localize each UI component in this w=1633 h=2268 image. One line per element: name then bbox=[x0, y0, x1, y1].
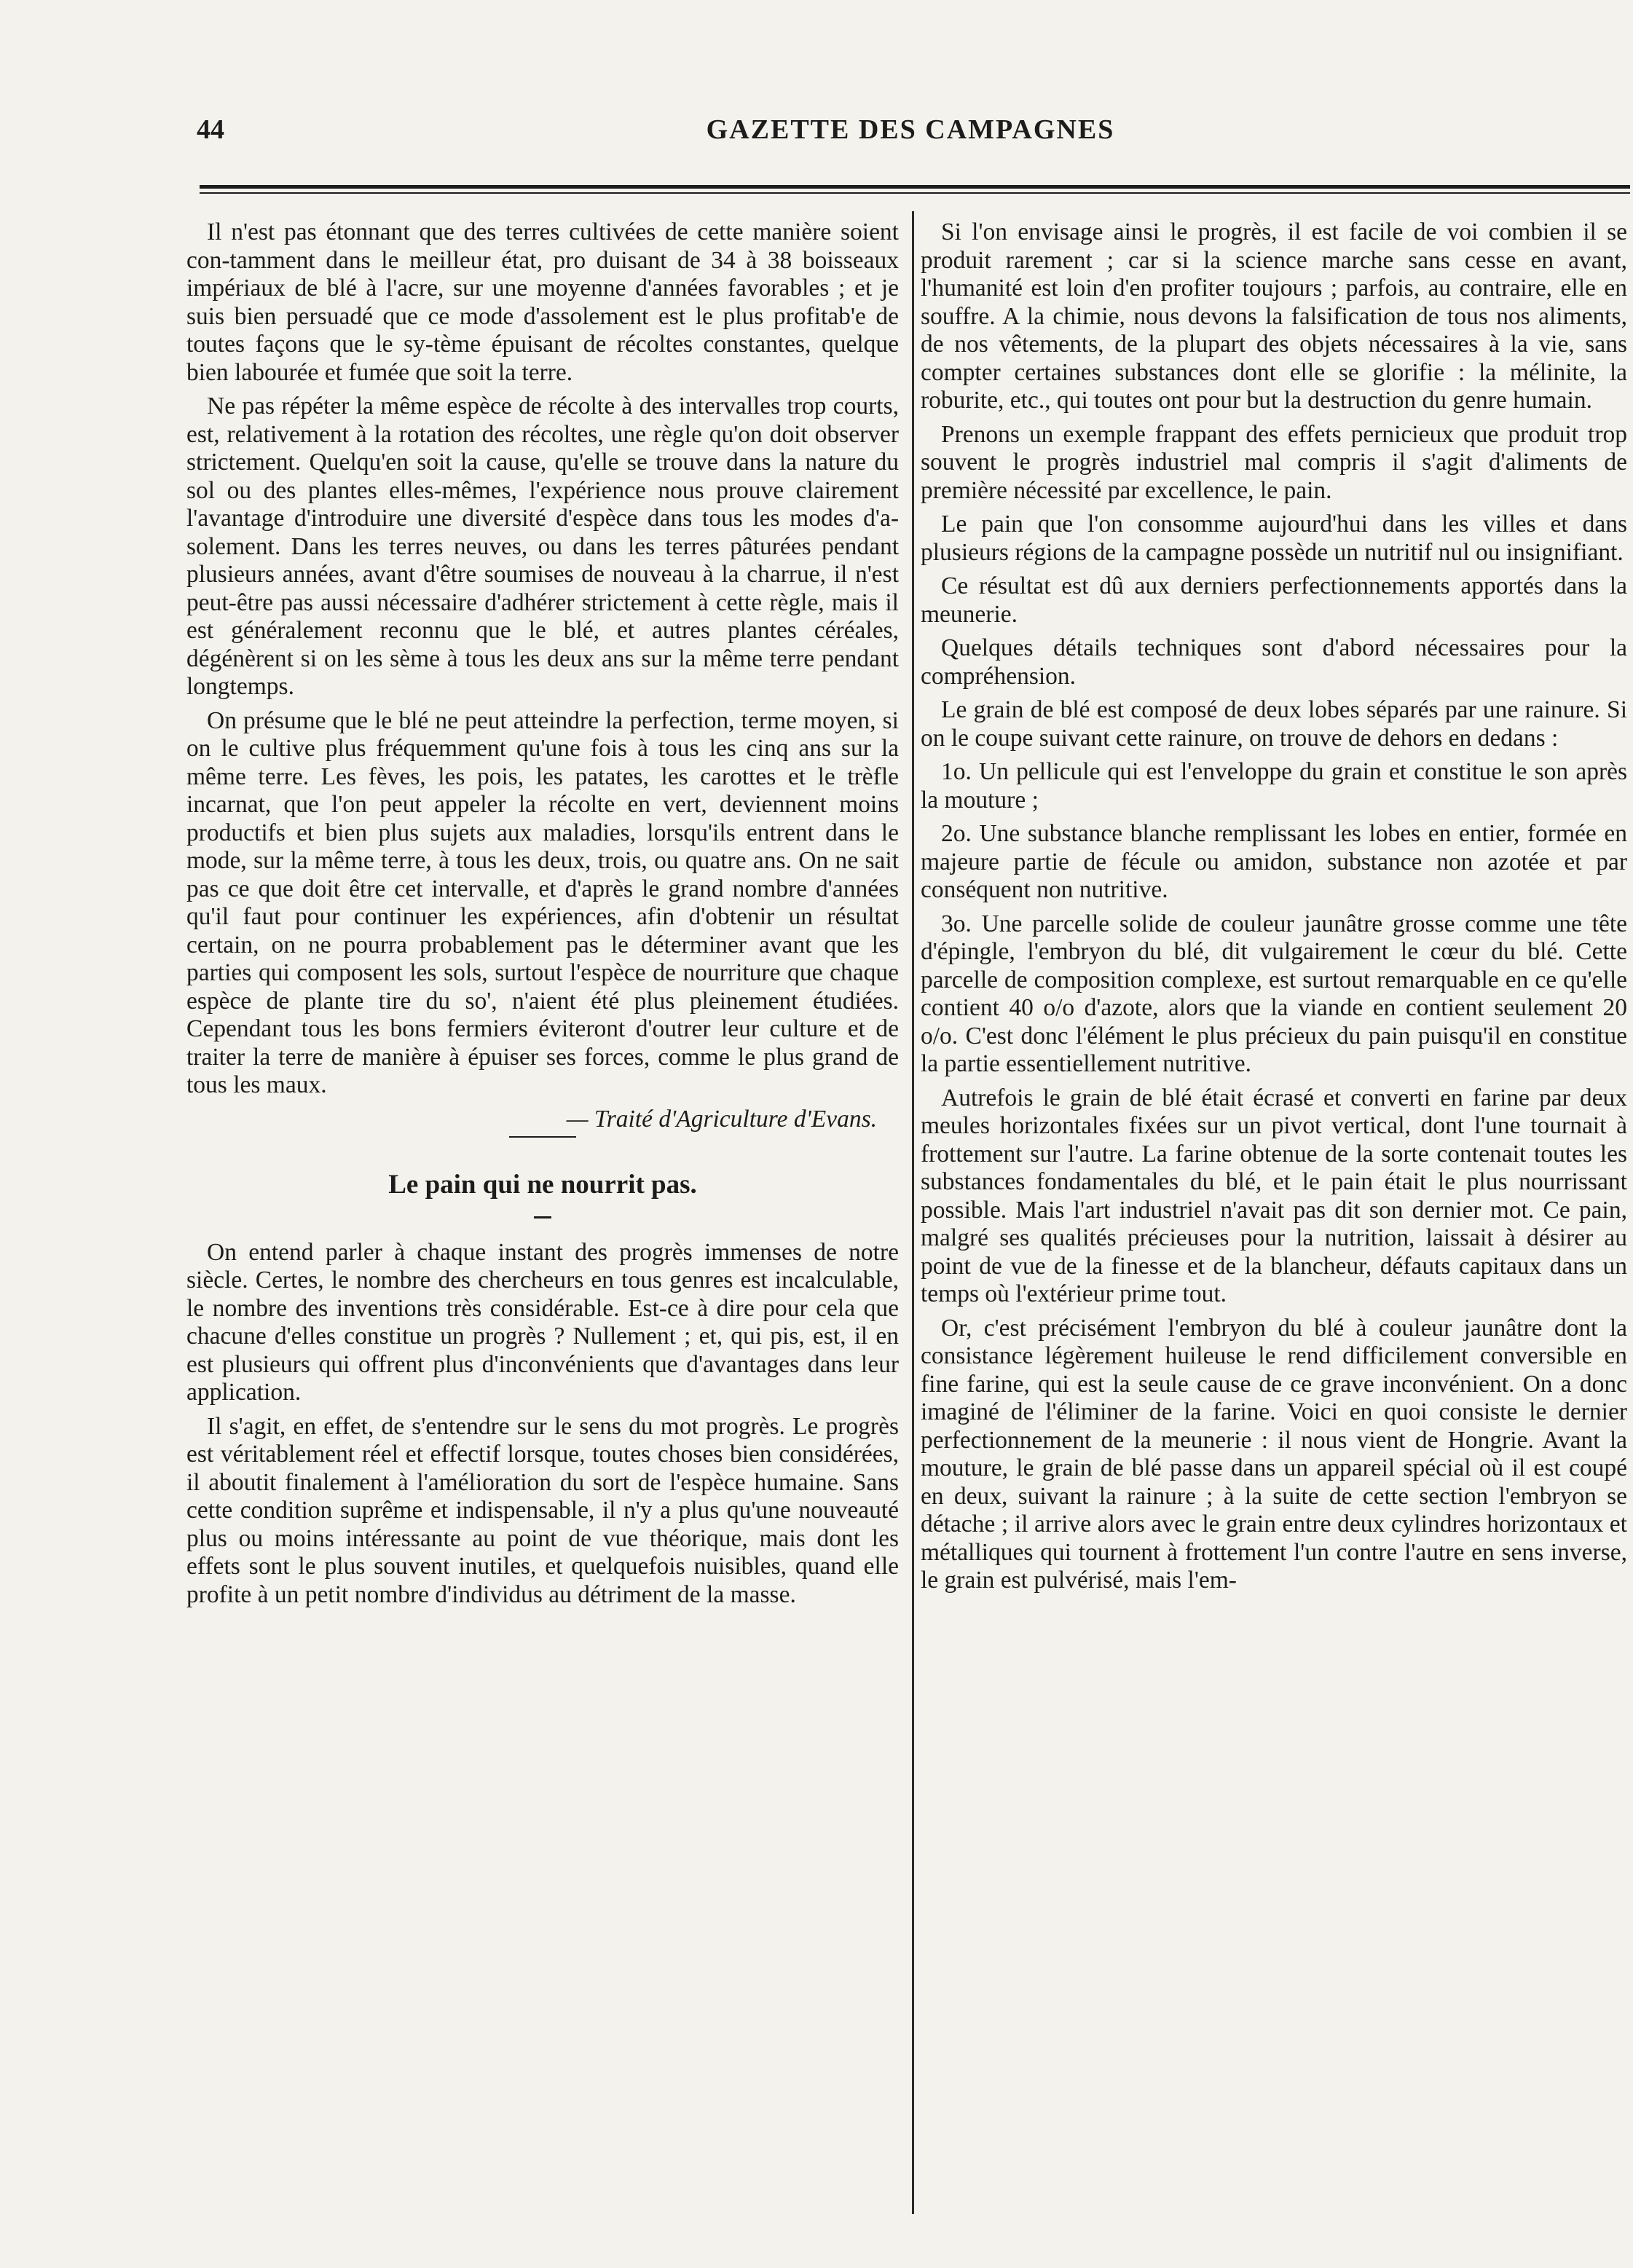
masthead-title: GAZETTE DES CAMPAGNES bbox=[706, 114, 1115, 145]
article-paragraph: On présume que le blé ne peut atteindre la perfection, terme moyen, si on le cultive plus fréquemment qu'une fois à tous les cinq ans sur la même terre. Les fèves, les pois, les patates, les carottes et le trèfle incarnat, que l'on peut appeler la récolte en vert, deviennent moins productifs et bien plus sujets aux maladies, lorsqu'ils entrent dans le mode, sur la même terre, à tous les deux, trois, ou quatre ans. On ne sait pas ce que doit être cet intervalle, et d'après le grand nombre d'années qu'il faut pour continuer les expériences, afin d'obtenir un résultat certain, on ne pourra probablement pas le déterminer avant que les parties qui composent les sols, surtout l'espèce de nourriture que chaque espèce de plante tire du so', n'aient été plus pleinement étudiées. Cependant tous les bons fermiers éviteront d'outrer leur culture et de traiter la terre de manière à épuiser ses forces, comme le plus grand de tous les maux. bbox=[186, 706, 899, 1098]
section-heading bbox=[186, 1171, 899, 1200]
article-paragraph: Ce résultat est dû aux derniers perfectionnements apportés dans la meunerie. bbox=[921, 572, 1627, 628]
list-item: 1o. Un pellicule qui est l'enveloppe du grain et constitue le son après la mouture ; bbox=[921, 758, 1627, 814]
article-paragraph: Or, c'est précisément l'embryon du blé à couleur jaunâtre dont la consistance légèrement huileuse le rend difficilement conversible en fine farine, qui est la seule cause de ce grave inconvénient. On a donc imaginé de l'éliminer de la farine. Voici en quoi consiste le dernier perfectionnement de la meunerie : il nous vient de Hongrie. Avant la mouture, le grain de blé passe dans un appareil spécial où il est coupé en deux, suivant la rainure ; à la suite de cette section l'embryon se détache ; il arrive alors avec le grain entre deux cylindres horizontaux et métalliques qui tournent à frottement l'un contre l'autre en sens inverse, le grain est pulvérisé, mais l'em- bbox=[921, 1314, 1627, 1594]
article-paragraph: Si l'on envisage ainsi le progrès, il est facile de voi combien il se produit rarement ; car si la science marche sans cesse en avant, l'humanité est loin d'en profiter toujours ; parfois, au contraire, elle en souffre. A la chimie, nous devons la falsification de tous nos aliments, de nos vêtements, de la plupart des objets nécessaires à la vie, sans compter certaines substances dont elle se glorifie : la mélinite, la roburite, etc., qui toutes ont pour but la destruction du genre humain. bbox=[921, 218, 1627, 414]
section-title-text: Le pain qui ne nourrit pas. bbox=[388, 1170, 697, 1200]
article-paragraph: On entend parler à chaque instant des progrès immenses de notre siècle. Certes, le nombre des chercheurs en tous genres est incalculable, le nombre des inventions très considérable. Est-ce à dire pour cela que chacune d'elles constitue un progrès ? Nullement ; et, qui pis, est, il en est plusieurs qui offrent plus d'inconvénients que d'avantages dans leur application. bbox=[186, 1238, 899, 1406]
column-divider bbox=[912, 211, 914, 2214]
left-column bbox=[186, 218, 899, 1615]
page-header bbox=[197, 111, 1624, 154]
article-paragraph: Quelques détails techniques sont d'abord nécessaires pour la compréhension. bbox=[921, 634, 1627, 690]
header-rule-thick bbox=[200, 185, 1630, 189]
page-number: 44 bbox=[197, 114, 224, 145]
right-column bbox=[921, 218, 1627, 1601]
section-separator-bottom bbox=[534, 1216, 551, 1218]
article-paragraph: Autrefois le grain de blé était écrasé et converti en farine par deux meules horizontales fixées sur un pivot vertical, dont l'une tournait à frottement sur l'autre. La farine obtenue de la sorte contenait toutes les substances fondamentales du blé, et le pain était le plus nourrissant possible. Mais l'art industriel n'avait pas dit son dernier mot. Ce pain, malgré ses qualités précieuses pour la nutrition, laissait à désirer au point de vue de la finesse et de la blancheur, défauts capitaux dans un temps où l'extérieur prime tout. bbox=[921, 1084, 1627, 1307]
article-attribution: — Traité d'Agriculture d'Evans. bbox=[566, 1105, 877, 1133]
article-paragraph: Il n'est pas étonnant que des terres cultivées de cette manière soient con-tamment dans le meilleur état, pro duisant de 34 à 38 boisseaux impériaux de blé à l'acre, sur une moyenne d'années favorables ; et je suis bien persuadé que ce mode d'assolement est le plus profitab'e de toutes façons que le sy-tème épuisant de récoltes constantes, quelque bien labourée et fumée que soit la terre. bbox=[186, 218, 899, 386]
article-paragraph: Ne pas répéter la même espèce de récolte à des intervalles trop courts, est, relativement à la rotation des récoltes, une règle qu'on doit observer strictement. Quelqu'en soit la cause, qu'elle se trouve dans la nature du sol ou des plantes elles-mêmes, l'expérience nous prouve clairement l'avantage d'introduire une diversité d'espèce dans tous les modes d'a-solement. Dans les terres neuves, ou dans les terres pâturées pendant plusieurs années, avant d'être soumises de nouveau à la charrue, il n'est peut-être pas aussi nécessaire d'adhérer strictement à cette règle, mais il est généralement reconnu que le blé, et autres plantes céréales, dégénèrent si on les sème à tous les deux ans sur la même terre pendant longtemps. bbox=[186, 393, 899, 700]
list-item: 2o. Une substance blanche remplissant les lobes en entier, formée en majeure partie de fécule ou amidon, substance non azotée et par conséquent non nutritive. bbox=[921, 820, 1627, 903]
list-item: 3o. Une parcelle solide de couleur jaunâtre grosse comme une tête d'épingle, l'embryon du blé, dit vulgairement le cœur du blé. Cette parcelle de composition complexe, est surtout remarquable en ce qu'elle contient 40 o/o d'azote, alors que la viande en contient seulement 20 o/o. C'est donc l'élément le plus précieux du pain puisqu'il en constitue la partie essentiellement nutritive. bbox=[921, 910, 1627, 1077]
section-separator-top bbox=[509, 1136, 576, 1138]
header-rule-thin bbox=[200, 192, 1630, 194]
article-paragraph: Il s'agit, en effet, de s'entendre sur le sens du mot progrès. Le progrès est véritablement réel et effectif lorsque, toutes choses bien considérées, il aboutit finalement à l'amélioration du sort de l'espèce humaine. Sans cette condition suprême et indispensable, il n'y a plus qu'une nouveauté plus ou moins intéressante au point de vue théorique, mais dont les effets sont le plus souvent inutiles, et quelquefois nuisibles, quand elle profite à un petit nombre d'individus au détriment de la masse. bbox=[186, 1412, 899, 1608]
article-paragraph: Prenons un exemple frappant des effets pernicieux que produit trop souvent le progrès industriel mal compris il s'agit d'aliments de première nécessité par excellence, le pain. bbox=[921, 420, 1627, 504]
article-paragraph: Le grain de blé est composé de deux lobes séparés par une rainure. Si on le coupe suivant cette rainure, on trouve de dehors en dedans : bbox=[921, 696, 1627, 752]
article-paragraph: Le pain que l'on consomme aujourd'hui dans les villes et dans plusieurs régions de la campagne possède un nutritif nul ou insignifiant. bbox=[921, 511, 1627, 566]
